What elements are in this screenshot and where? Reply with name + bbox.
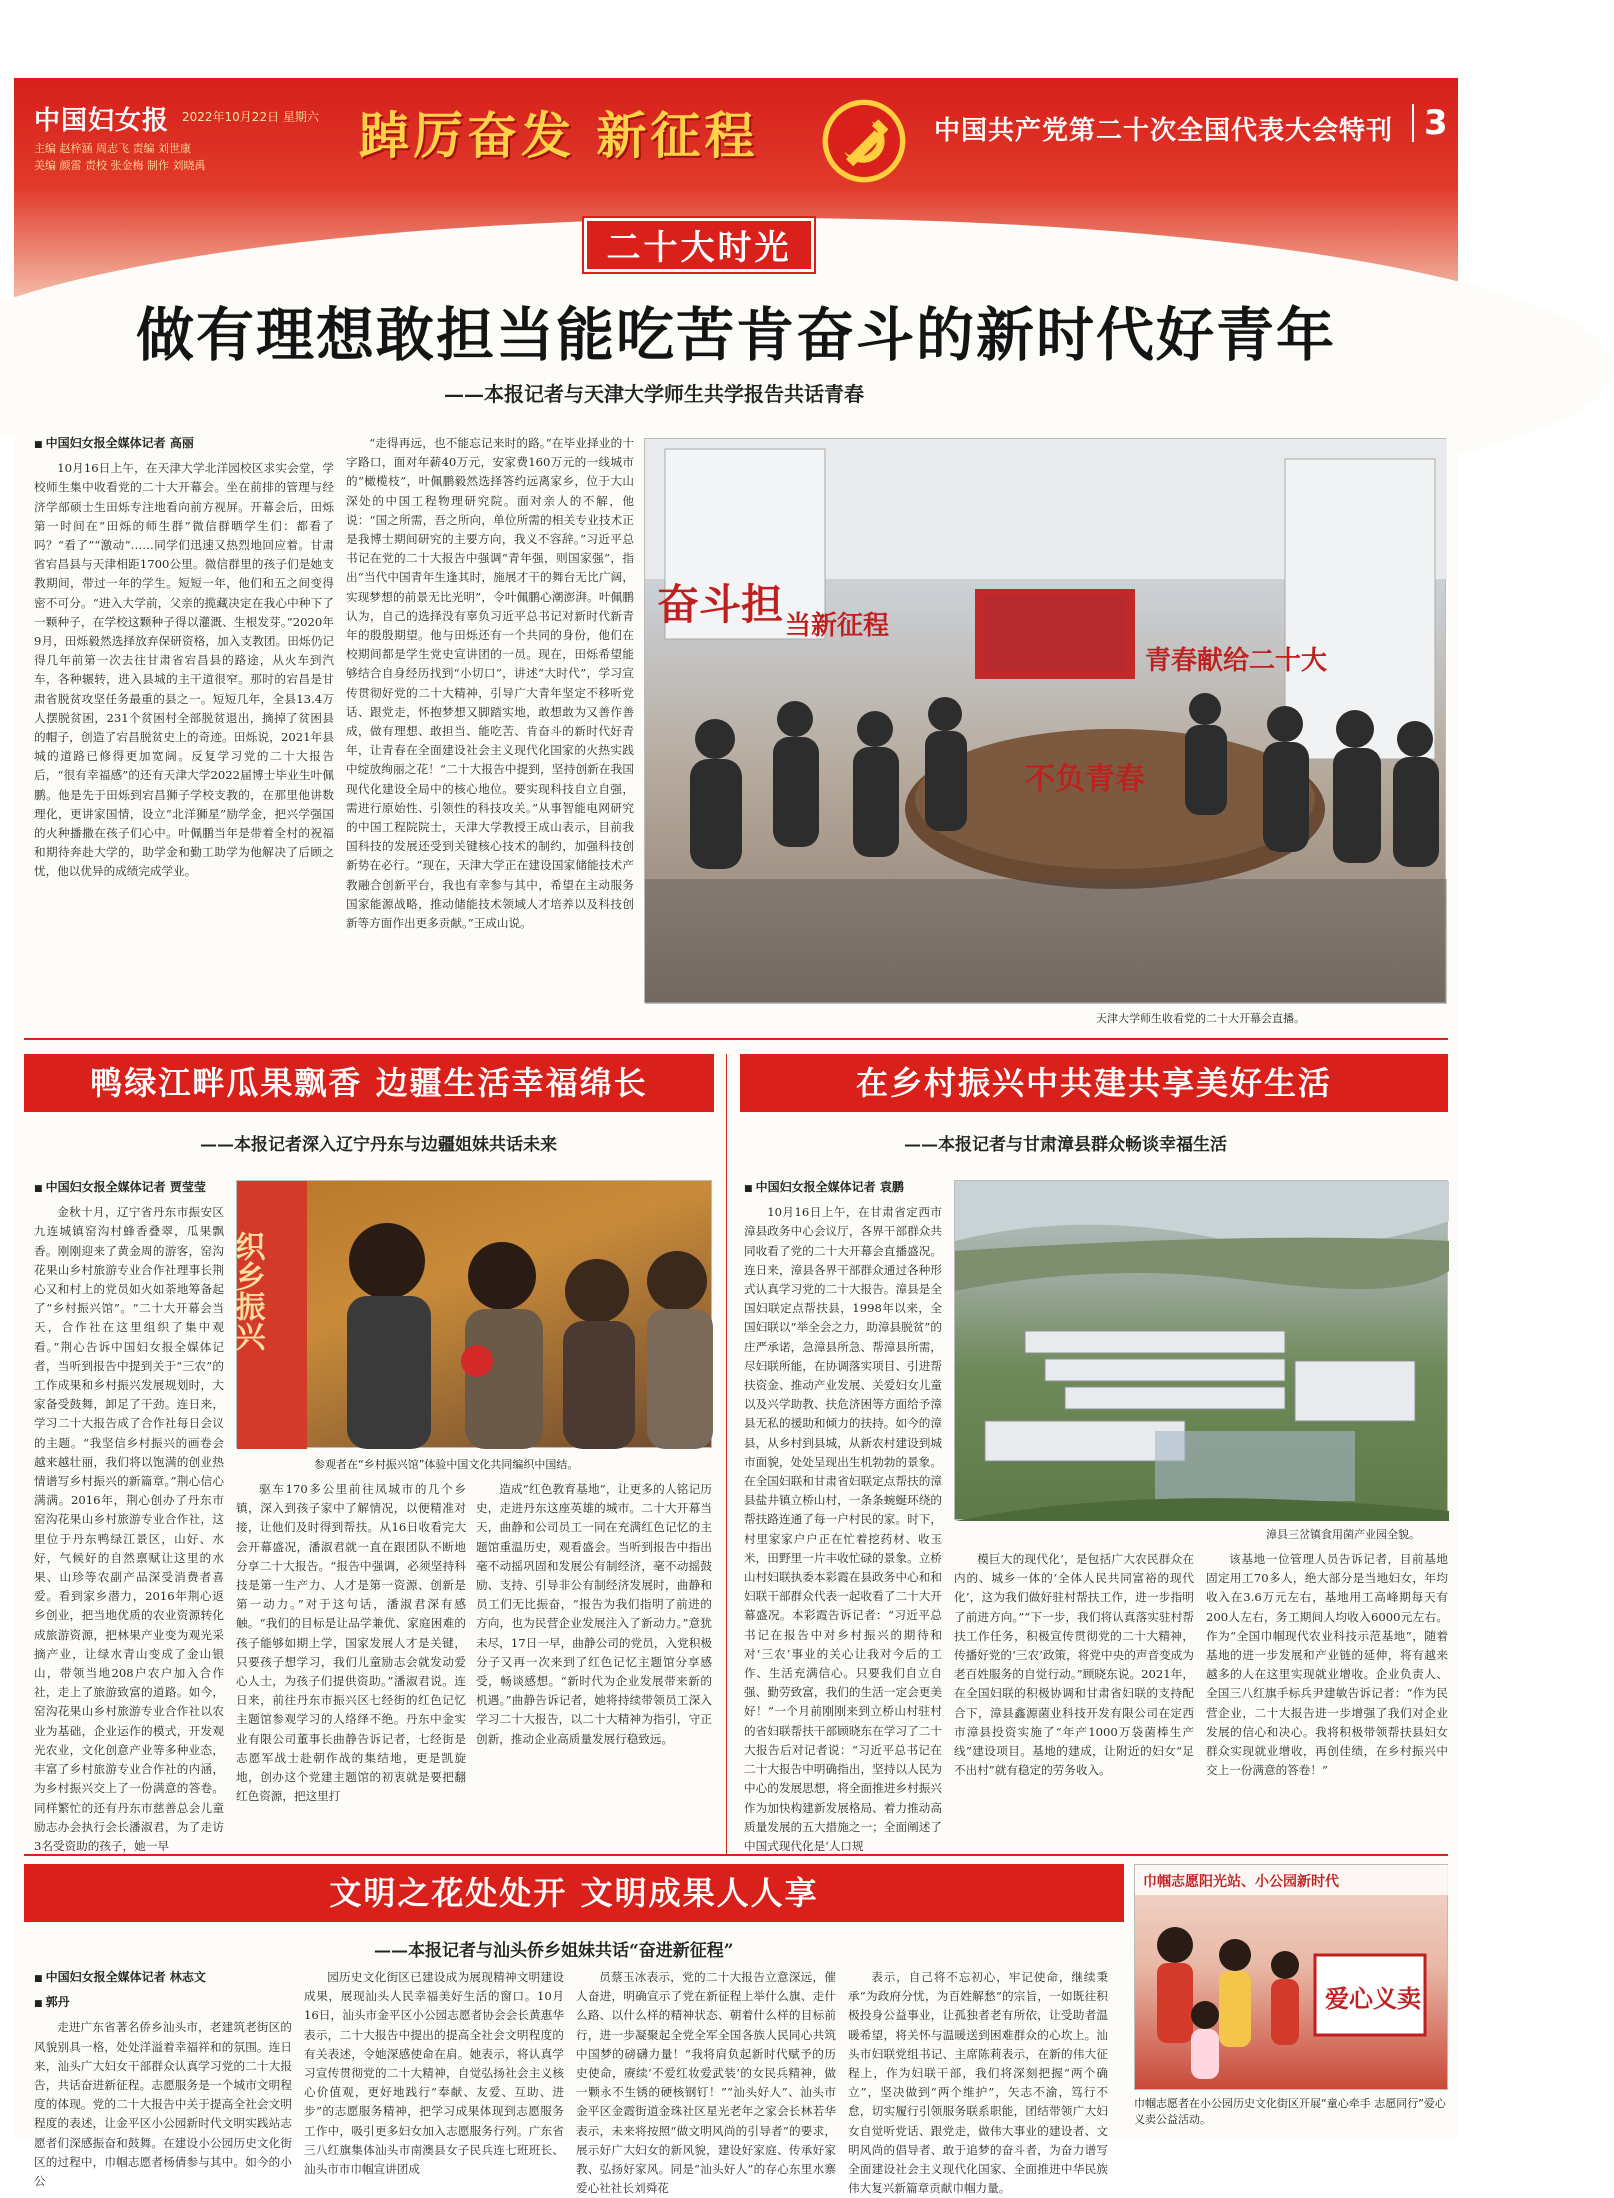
bottom-story-text-2: 园历史文化街区已建设成为展现精神文明建设成果，展现汕头人民幸福美好生活的窗口。10月16日，汕头市金平区小公园志愿者协会会长黄惠华表示，二十大报告中提出的提高全社会文明程度的有关表述，令她深感使命在肩。她表示，将认真学习宣传贯彻党的二十大精神，自觉弘扬社会主义核心价值观，更好地践行“奉献、友爱、互助、进步”的志愿服务精神，把学习成果体现到志愿服务工作中，吸引更多妇女加入志愿服务行列。广东省三八红旗集体汕头市南澳县女子民兵连七班班长、汕头市市巾帼宣讲团成 <box>304 1970 564 2177</box>
left-story-photo-caption: 参观者在“乡村振兴馆”体验中国文化共同编织中国结。 <box>314 1458 579 1471</box>
left-story-text-2: 驱车170多公里前往凤城市的几个乡镇，深入到孩子家中了解情况，以便精准对接，让他们及时得到帮扶。从16日收看完大会开幕盛况，潘淑君就一直在跟团队不断地分享二十大报告。“报告中强调，必须坚持科技是第一生产力、人才是第一资源、创新是第一动力。”对于这句话，潘淑君深有感触。“我们的目标是让品学兼优、家庭困难的孩子能够如期上学，国家发展人才是关键，只要孩子想学习，我们儿童励志会就发动爱心人士，为孩子们提供资助。”潘淑君说。连日来，前往丹东市振兴区七经街的红色记忆主题馆参观学习的人络绎不绝。丹东中金实业有限公司董事长曲静告诉记者，七经街是志愿军战士赴朝作战的集结地，更是凯旋地，创办这个党建主题馆的初衷就是要把翻红色资源，把这里打 <box>236 1482 466 1804</box>
bottom-story-subhead: ——本报记者与汕头侨乡姐妹共话“奋进新征程” <box>374 1941 734 1961</box>
classroom-scene <box>645 439 1447 1004</box>
page-number: 3 <box>1412 104 1448 142</box>
bottom-story-photo <box>1134 1864 1448 2090</box>
bottom-story-byline-1: ■ 中国妇女报全媒体记者 林志文 <box>34 1968 292 1989</box>
volunteer-charity-sale-scene <box>1135 1865 1449 2091</box>
left-story-column-3 <box>476 1480 712 1848</box>
right-story-subhead: ——本报记者与甘肃漳县群众畅谈幸福生活 <box>904 1135 1227 1155</box>
left-story-photo <box>229 1180 712 1448</box>
masthead-logo: 中国妇女报 <box>34 106 170 136</box>
bottom-story-column-1 <box>34 1968 292 2189</box>
main-subhead: ——本报记者与天津大学师生共学报告共话青春 <box>444 382 864 406</box>
right-story-byline: ■ 中国妇女报全媒体记者 袁鹏 <box>744 1178 942 1199</box>
photo-sign-charity: 爱心义卖 <box>1325 1984 1421 2013</box>
section-divider <box>24 1038 1448 1040</box>
photo-sign-1: 奋斗担 <box>657 580 784 629</box>
cultural-workshop-scene <box>229 1181 713 1449</box>
right-story-column-2 <box>954 1550 1194 1848</box>
section-divider-2 <box>24 1854 1448 1856</box>
masthead-date: 2022年10月22日 星期六 <box>182 110 319 124</box>
right-story-column-1 <box>744 1178 942 1853</box>
credits-line-1: 主编 赵梓涵 周志飞 责编 刘世康 <box>34 142 191 155</box>
special-issue-title: 中国共产党第二十次全国代表大会特刊 <box>934 116 1394 146</box>
photo-sign-3: 青春献给二十大 <box>1145 646 1328 676</box>
bottom-story-column-3 <box>576 1968 836 2196</box>
right-story-photo <box>954 1180 1448 1520</box>
bottom-story-text-1: 走进广东省著名侨乡汕头市，老建筑老街区的风貌别具一格，处处洋溢着幸福祥和的氛围。连日来，汕头广大妇女干部群众认真学习党的二十大报告，共话奋进新征程。志愿服务是一个城市文明程度的体现。党的二十大报告中关于提高全社会文明程度的表述，让金平区小公园新时代文明实践站志愿者们深感振奋和鼓舞。在建设小公园历史文化街区的过程中，巾帼志愿者杨倩参与其中。如今的小公 <box>34 2020 292 2189</box>
party-emblem-icon <box>819 96 909 186</box>
column-divider <box>726 1054 727 1854</box>
bottom-story-column-2 <box>304 1968 564 2177</box>
right-story-title: 在乡村振兴中共建共享美好生活 <box>740 1054 1448 1112</box>
feature-byline: ■ 中国妇女报全媒体记者 高丽 <box>34 434 334 455</box>
slogan: 踔厉奋发 新征程 <box>359 106 759 165</box>
left-story-column-1 <box>34 1178 224 1853</box>
feature-column-2 <box>346 434 634 1026</box>
bottom-story-text-4: 表示，自己将不忘初心，牢记使命，继续秉承“为政府分忧，为百姓解愁”的宗旨，一如既往积极投身公益事业，让孤独者老有所依，让受助者温暖希望，将关怀与温暖送到困难群众的心坎上。汕头市妇联党组书记、主席陈莉表示，在新的伟大征程上，作为妇联干部，我们将深刻把握“两个确立”，坚决做到“两个维护”，矢志不渝，笃行不怠，切实履行引领服务联系职能，团结带领广大妇女自觉听党话、跟党走，做伟大事业的建设者、文明风尚的倡导者、敢于追梦的奋斗者，为奋力谱写全面建设社会主义现代化国家、全面推进中华民族伟大复兴新篇章贡献巾帼力量。 <box>848 1970 1108 2196</box>
right-story-text-3: 该基地一位管理人员告诉记者，目前基地固定用工70多人，绝大部分是当地妇女，年均收入在3.6万元左右，基地用工高峰期每天有200人左右，务工期间人均收入6000元左右。作为“全国巾帼现代农业科技示范基地”，随着基地的进一步发展和产业链的延伸，将有越来越多的人在这里实现就业增收。企业负责人、全国三八红旗手标兵尹建敏告诉记者：“作为民营企业，二十大报告进一步增强了我们对企业发展的信心和决心。我将积极带领帮扶县妇女群众实现就业增收，再创佳绩，在乡村振兴中交上一份满意的答卷！” <box>1206 1552 1448 1778</box>
left-story-text-3: 造成“红色教育基地”，让更多的人铭记历史，走进丹东这座英雄的城市。二十大开幕当天，曲静和公司员工一同在充满红色记忆的主题馆重温历史，观看盛会。当听到报告中指出毫不动摇巩固和发展公有制经济，毫不动摇鼓励、支持、引导非公有制经济发展时，曲静和员工们无比振奋，“报告为我们指明了前进的方向，也为民营企业发展注入了新动力。”意犹未尽，17日一早，曲静公司的党员，入党积极分子又再一次来到了红色记忆主题馆分享感受，畅谈感想。“新时代为企业发展带来新的机遇。”曲静告诉记者，她将持续带领员工深入学习二十大报告，以二十大精神为指引，守正创新，推动企业高质量发展行稳致远。 <box>476 1482 712 1746</box>
left-story-column-2 <box>236 1480 466 1848</box>
left-story-subhead: ——本报记者深入辽宁丹东与边疆姐妹共话未来 <box>200 1135 557 1155</box>
feature-text-2: “走得再远，也不能忘记来时的路。”在毕业择业的十字路口，面对年薪40万元，安家费160万元的一线城市的“橄榄枝”，叶佩鹏毅然选择答约远离家乡，位于大山深处的中国工程物理研究院。面对亲人的不解，他说：“国之所需，吾之所向，单位所需的相关专业技术正是我博士期间研究的主要方向，我义不容辞。”习近平总书记在党的二十大报告中强调“青年强，则国家强”，指出“当代中国青年生逢其时，施展才干的舞台无比广阔，实现梦想的前景无比光明”，令叶佩鹏心潮澎湃。叶佩鹏认为，自己的选择没有辜负习近平总书记对新时代新青年的殷殷期望。他与田烁还有一个共同的身份，他们在校期间都是学生党史宣讲团的一员。现在，田烁希望能够结合自身经历找到“小切口”，讲述“大时代”，学习宣传贯彻好党的二十大精神，引导广大青年坚定不移听党话、跟党走，怀抱梦想又脚踏实地，敢想敢为又善作善成，做有理想、敢担当、能吃苦、肯奋斗的新时代好青年，让青春在全面建设社会主义现代化国家的火热实践中绽放绚丽之花！“二十大报告中提到，坚持创新在我国现代化建设全局中的核心地位。要实现科技自立自强，需进行原始性、引领性的科技攻关。”从事智能电网研究的中国工程院院士，天津大学教授王成山表示，目前我国科技的发展还受到关键核心技术的制约，加强科技创新势在必行。“现在，天津大学正在建设国家储能技术产教融合创新平台，我也有幸参与其中，希望在主动服务国家能源战略，推动储能技术领域人才培养以及科技创新等方面作出更多贡献。”王成山说。 <box>346 436 634 931</box>
newspaper-page <box>14 78 1458 2196</box>
bottom-story-text-3: 员蔡玉冰表示，党的二十大报告立意深远，催人奋进，明确宣示了党在新征程上举什么旗、走什么路、以什么样的精神状态、朝着什么样的目标前行，进一步凝聚起全党全军全国各族人民同心共筑中国梦的磅礴力量！“我将肩负起新时代赋予的历史使命，赓续‘不爱红妆爱武装’的女民兵精神，做一颗永不生锈的硬核钢钉！”“汕头好人”、汕头市金平区金霞街道金珠社区星光老年之家会长林若华表示，未来将按照“做文明风尚的引导者”的要求，展示好广大妇女的新风貌，建设好家庭、传承好家教、弘扬好家风。同是“汕头好人”的存心东里水寨爱心社社长刘舜花 <box>576 1970 836 2196</box>
photo-sign-2: 当新征程 <box>785 611 890 641</box>
right-story-photo-caption: 漳县三岔镇食用菌产业园全貌。 <box>1266 1528 1420 1541</box>
bottom-story-column-4 <box>848 1968 1108 2196</box>
feature-text-1: 10月16日上午，在天津大学北洋园校区求实会堂，学校师生集中收看党的二十大开幕会。坐在前排的管理与经济学部硕士生田烁专注地看向前方视屏。开幕会后，田烁第一时间在“田烁的师生群”微信群晒学生们：都看了吗？“看了”“激动”……同学们迅速又热烈地回应着。甘肃省宕昌县与天津相距1700公里。微信群里的孩子们是她支教期间，带过一年的学生。短短一年，他们和五之间变得密不可分。“进入大学前，父亲的揽藏决定在我心中种下了一颗种子，在学校这颗种子得以灌溉、生根发芽。”2020年9月，田烁毅然选择放弃保研资格，加入支教团。田烁仍记得几年前第一次去往甘肃省宕昌县的路途，从火车到汽车，各种辗转，进入县城的主干道很窄。那时的宕昌是甘肃省脱贫攻坚任务最重的县之一。短短几年，全县13.4万人摆脱贫困，231个贫困村全部脱贫退出，摘掉了贫困县的帽子，创造了宕昌脱贫史上的奇迹。田烁说，2021年县城的道路已修得更加宽阔。反复学习党的二十大报告后，“很有幸福感”的还有天津大学2022届博士毕业生叶佩鹏。他是先于田烁到宕昌狮子学校支教的，在那里他讲数理化，更讲家国情，设立“北洋狮星”励学金，把兴学强国的火种播撒在孩子们心中。叶佩鹏当年是带着全村的祝福和期待奔赴大学的，助学金和勤工助学为他解决了后顾之忧，他以优异的成绩完成学业。 <box>34 461 334 879</box>
feature-photo-caption: 天津大学师生收看党的二十大开幕会直播。 <box>1096 1012 1305 1025</box>
bottom-story-byline-2: ■ 郭丹 <box>34 1993 292 2014</box>
main-headline: 做有理想敢担当能吃苦肯奋斗的新时代好青年 <box>135 301 1336 369</box>
feature-photo <box>644 438 1446 1003</box>
credits-line-2: 美编 颜雷 责校 张金梅 制作 刘晓禹 <box>34 159 206 172</box>
photo-banner-text: 巾帼志愿阳光站、小公园新时代 <box>1143 1874 1339 1890</box>
left-story-title: 鸭绿江畔瓜果飘香 边疆生活幸福绵长 <box>24 1054 714 1112</box>
right-story-text-1: 10月16日上午，在甘肃省定西市漳县政务中心会议厅，各界干部群众共同收看了党的二十大开幕会直播盛况。连日来，漳县各界干部群众通过各种形式认真学习党的二十大报告。漳县是全国妇联定点帮扶县，1998年以来，全国妇联以“举全会之力，助漳县脱贫”的庄严承诺，急漳县所急、帮漳县所需，尽妇联所能，在协调落实项目、引进帮扶资金、推动产业发展、关爱妇女儿童以及兴学助教、扶危济困等方面给予漳县无私的援助和倾力的扶持。如今的漳县，从乡村到县城，从新农村建设到城市面貌，处处呈现出生机勃勃的景象。在全国妇联和甘肃省妇联定点帮扶的漳县盐井镇立桥山村，一条条蜿蜒环绕的帮扶路连通了每一户村民的家。时下，村里家家户户正在忙着挖药材、收玉米，田野里一片丰收忙碌的景象。立桥山村妇联执委本彩霞在县政务中心和和妇联干部群众代表一起收看了二十大开幕盛况。本彩霞告诉记者：“习近平总书记在报告中对乡村振兴的期待和对‘三农’事业的关心让我对今后的工作、生活充满信心。只要我们自立自强、勤劳致富，我们的生活一定会更美好！”一个月前刚刚来到立桥山村驻村的省妇联帮扶干部顾晓东在学习了二十大报告后对记者说：“习近平总书记在二十大报告中明确指出，坚持以人民为中心的发展思想，将全面推进乡村振兴作为加快构建新发展格局、着力推动高质量发展的五大措施之一；全面阐述了中国式现代化是‘人口规 <box>744 1205 942 1853</box>
masthead-credits <box>34 140 334 174</box>
bottom-story-photo-caption: 巾帼志愿者在小公园历史文化街区开展“童心牵手 志愿同行”爱心义卖公益活动。 <box>1134 2097 1446 2126</box>
right-story-column-3 <box>1206 1550 1448 1848</box>
mushroom-park-aerial <box>955 1181 1449 1521</box>
feature-column-1 <box>34 434 334 1026</box>
right-story-text-2: 模巨大的现代化’，是包括广大农民群众在内的、城乡一体的‘全体人民共同富裕的现代化’，这为我们做好驻村帮扶工作，进一步指明了前进方向。”“下一步，我们将认真落实驻村帮扶工作任务，积极宣传贯彻党的二十大精神，传播好党的‘三农’政策，将党中央的声音变成为老百姓服务的自觉行动。”顾晓东说。2021年，在全国妇联的积极协调和甘肃省妇联的支持配合下，漳县鑫源菌业科技开发有限公司在定西市漳县投资实施了“年产1000万袋菌棒生产线”建设项目。基地的建成，让附近的妇女“足不出村”就有稳定的劳务收入。 <box>954 1552 1194 1778</box>
bottom-story-title: 文明之花处处开 文明成果人人享 <box>24 1864 1124 1922</box>
left-story-text-1: 金秋十月，辽宁省丹东市振安区九连城镇窑沟村蜂香叠翠，瓜果飘香。刚刚迎来了黄金周的游客，窑沟花果山乡村旅游专业合作社理事长荆心又和村上的党员如火如荼地筹备起了“乡村振兴馆”。“二十大开幕会当天，合作社在这里组织了集中观看。”荆心告诉中国妇女报全媒体记者，当听到报告中提到关于“三农”的工作成果和乡村振兴发展规划时，大家备受鼓舞，卸足了干劲。连日来，学习二十大报告成了合作社每日会议的主题。“我坚信乡村振兴的画卷会越来越壮丽，我们将以饱满的创业热情谱写乡村振兴的新篇章。”荆心信心满满。2016年，荆心创办了丹东市窑沟花果山乡村旅游专业合作社，这里位于丹东鸭绿江景区，山好、水好，气候好的自然禀赋让这里的水果、山珍等农副产品深受消费者喜爱。看到家乡潜力，2016年荆心返乡创业，把当地优质的农业资源转化成旅游资源，把林果产业变为观光采摘产业，让绿水青山变成了金山银山，带领当地208户农户加入合作社，走上了旅游致富的道路。如今，窑沟花果山乡村旅游专业合作社以农业为基础，企业运作的模式，开发观光农业，文化创意产业等多种业态，丰富了乡村旅游专业合作社的内涵，为乡村振兴交上了一份满意的答卷。同样繁忙的还有丹东市慈善总会儿童励志办会执行会长潘淑君，为了走访3名受资助的孩子，她一早 <box>34 1205 224 1853</box>
left-story-byline: ■ 中国妇女报全媒体记者 贾莹莹 <box>34 1178 224 1199</box>
photo-sign-weave: 织乡振兴 <box>229 1231 265 1351</box>
section-tag: 二十大时光 <box>584 218 814 272</box>
photo-sign-4: 不负青春 <box>1025 762 1145 797</box>
